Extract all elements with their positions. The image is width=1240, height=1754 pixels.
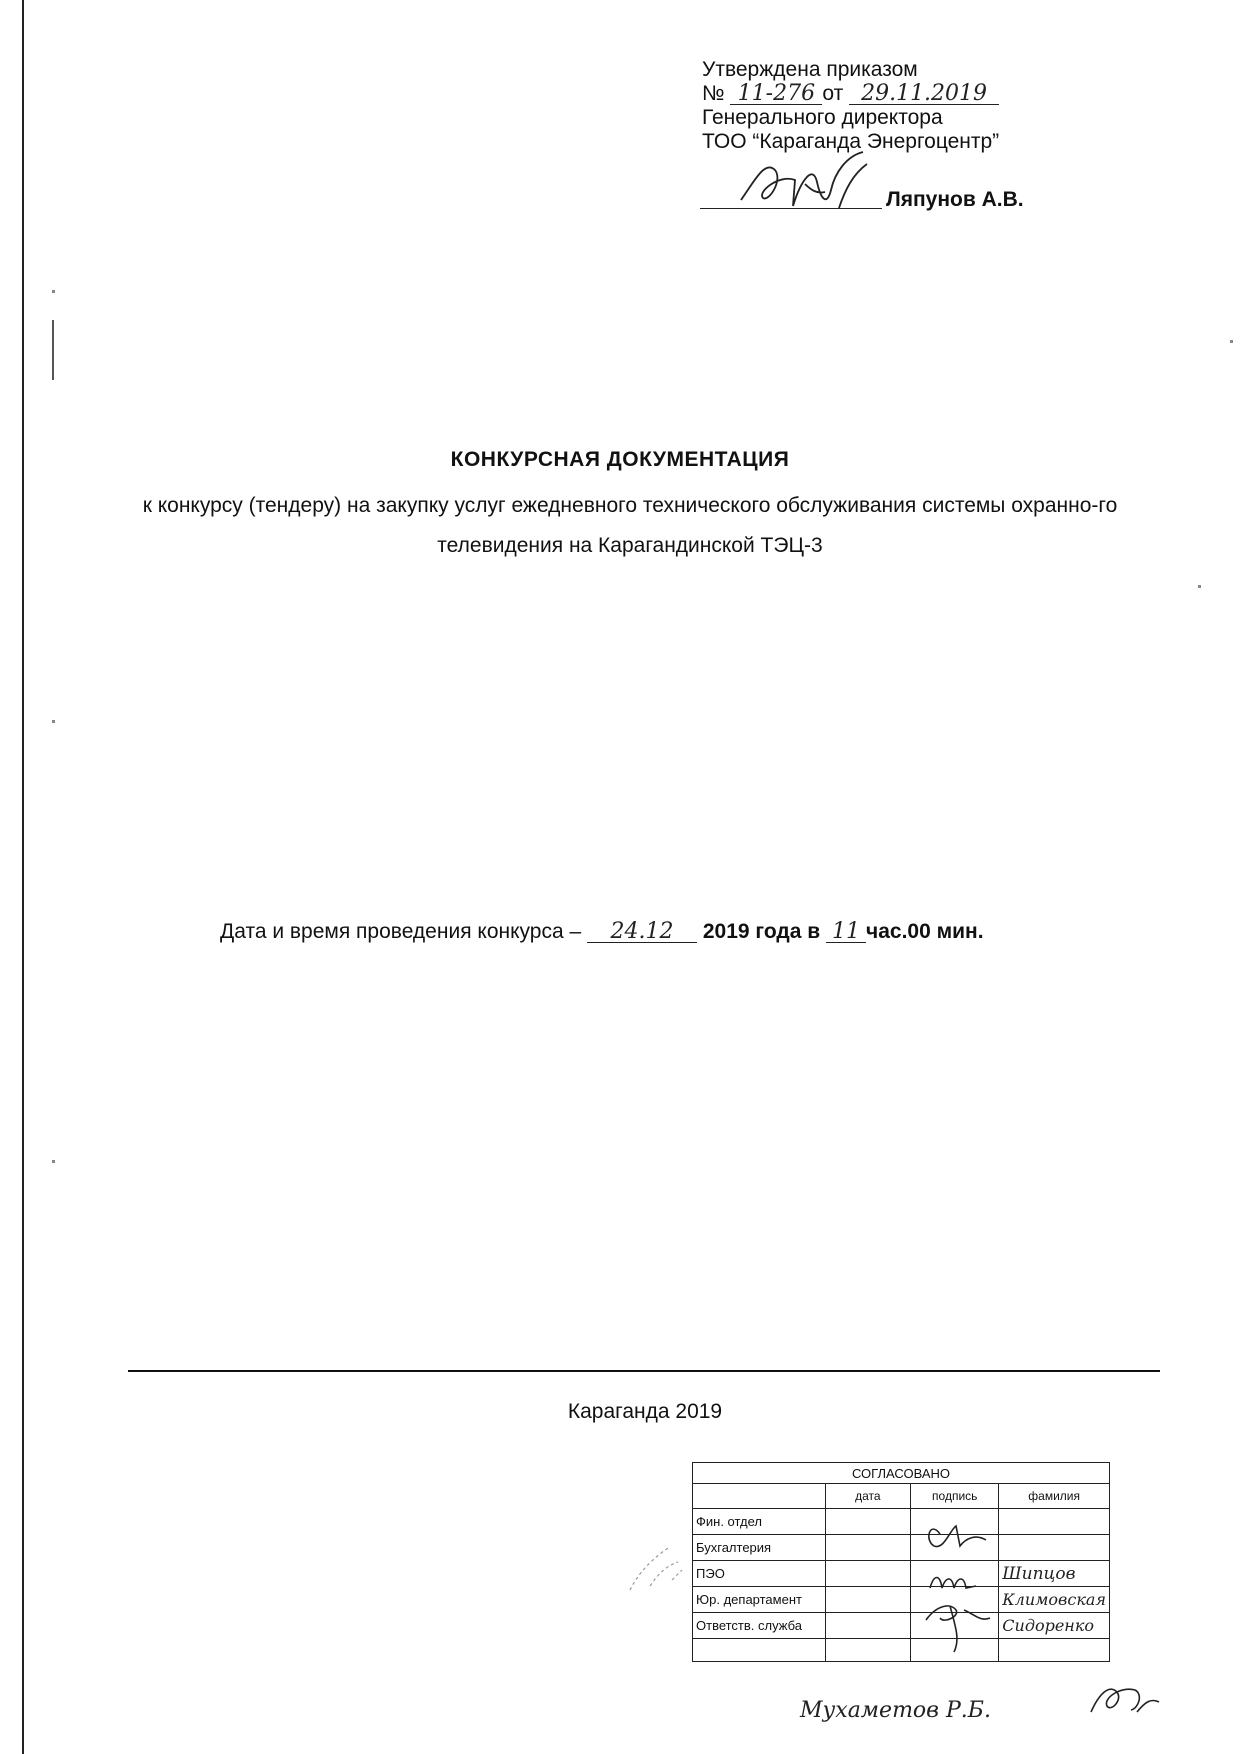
faint-stamp-mark xyxy=(620,1540,690,1600)
document-subtitle: к конкурсу (тендеру) на закупку услуг ежедневного технического обслуживания системы охранно-го телевидения на Карагандинской ТЭЦ-3 xyxy=(142,494,1118,557)
number-sign: № xyxy=(702,82,725,105)
row-surname: Шипцов xyxy=(999,1561,1110,1587)
director-name: Ляпунов А.В. xyxy=(886,188,1024,211)
table-row xyxy=(693,1509,1110,1535)
row-label: Юр. департамент xyxy=(693,1587,826,1613)
column-header-label xyxy=(693,1484,826,1509)
row-surname: Климовская xyxy=(999,1587,1110,1613)
row-label: ПЭО xyxy=(693,1561,826,1587)
row-date xyxy=(825,1509,911,1535)
row-label: Фин. отдел xyxy=(693,1509,826,1535)
document-title: КОНКУРСНАЯ ДОКУМЕНТАЦИЯ xyxy=(450,448,790,471)
column-header-date: дата xyxy=(825,1484,911,1509)
bottom-signature xyxy=(1085,1672,1165,1728)
bottom-handwritten-note: Мухаметов Р.Б. xyxy=(800,1698,991,1723)
scan-dot xyxy=(52,1160,55,1163)
handwritten-signatures xyxy=(920,1510,1030,1660)
tender-time-suffix: час.00 мин. xyxy=(866,920,984,943)
order-date-handwritten: 29.11.2019 xyxy=(849,84,999,105)
scan-dot xyxy=(1230,340,1233,343)
column-header-surname: фамилия xyxy=(999,1484,1110,1509)
table-row xyxy=(693,1535,1110,1561)
row-date xyxy=(825,1613,911,1639)
scan-dot xyxy=(52,720,55,723)
scan-dot xyxy=(1198,585,1201,588)
city-year: Караганда 2019 xyxy=(567,1400,723,1423)
table-row xyxy=(693,1561,1110,1587)
scan-mark xyxy=(52,320,54,380)
tender-hour-handwritten: 11 xyxy=(826,922,866,943)
signature-line xyxy=(700,208,882,209)
tender-date-prefix: Дата и время проведения конкурса – xyxy=(220,920,582,943)
tender-date-line xyxy=(220,920,984,944)
table-row xyxy=(693,1587,1110,1613)
table-row xyxy=(693,1613,1110,1639)
row-surname: Сидоренко xyxy=(999,1613,1110,1639)
row-date xyxy=(825,1535,911,1561)
row-date xyxy=(825,1561,911,1587)
company-name: ТОО “Караганда Энергоцентр” xyxy=(702,130,1000,153)
order-number-handwritten: 11-276 xyxy=(730,84,822,105)
director-signature xyxy=(735,150,885,216)
approval-heading: Утверждена приказом xyxy=(702,58,918,81)
scan-dot xyxy=(52,290,55,293)
tender-date-handwritten: 24.12 xyxy=(587,922,697,943)
column-header-signature: подпись xyxy=(911,1484,999,1509)
director-title: Генерального директора xyxy=(702,106,943,129)
footer-divider xyxy=(128,1370,1160,1372)
date-prefix: от xyxy=(822,82,844,105)
agreement-table-title: СОГЛАСОВАНО xyxy=(693,1463,1110,1484)
table-row-empty xyxy=(693,1639,1110,1662)
scan-edge-line xyxy=(22,0,24,1754)
approval-block xyxy=(702,58,999,154)
row-date xyxy=(825,1587,911,1613)
row-label: Бухгалтерия xyxy=(693,1535,826,1561)
order-number-line xyxy=(702,82,999,106)
tender-year-text: 2019 года в xyxy=(702,920,821,943)
agreement-table xyxy=(692,1462,1110,1662)
row-label: Ответств. служба xyxy=(693,1613,826,1639)
